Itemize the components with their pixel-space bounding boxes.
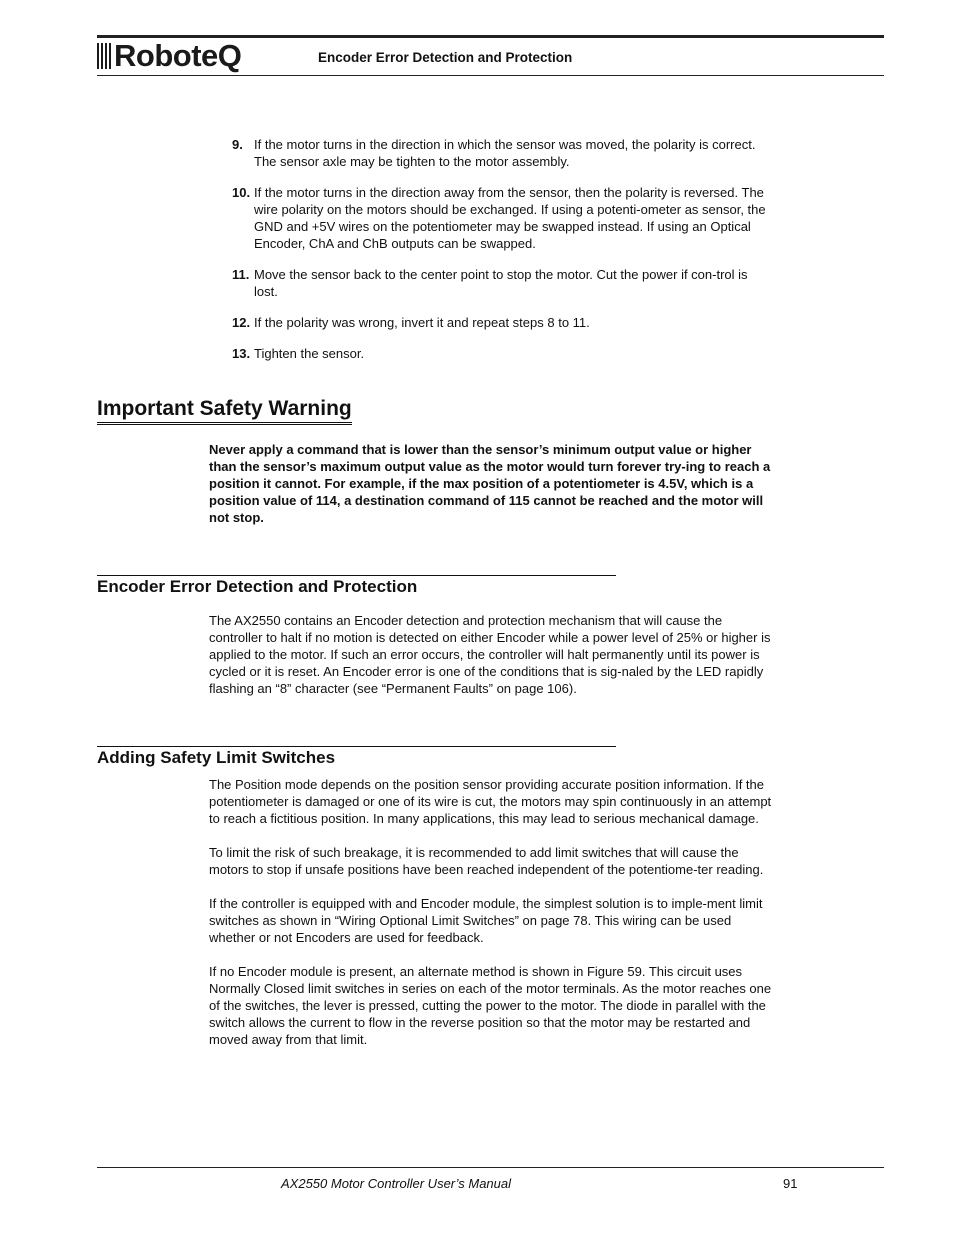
list-item xyxy=(232,266,772,300)
list-item xyxy=(232,184,772,252)
paragraph: The Position mode depends on the position sensor providing accurate position information. If the potentiometer is damaged or one of its wire is cut, the motors may spin continuously in an attempt to reach a fictitious position. In many applications, this may lead to serious mechanical damage. xyxy=(209,777,772,826)
step-number: 10. xyxy=(232,185,251,200)
procedure-steps xyxy=(232,136,772,376)
encoder-section-body: The AX2550 contains an Encoder detection and protection mechanism that will cause the controller to halt if no motion is detected on either Encoder while a power level of 25% or higher is applied to the motor. If such an error occurs, the controller will halt permanently until its power is cycled or it is reset. An Encoder error is one of the conditions that is sig-naled by the LED rapidly flashing an “8” character (see “Permanent Faults” on page 106). xyxy=(209,613,771,696)
step-text: If the motor turns in the direction in which the sensor was moved, the polarity is correct. The sensor axle may be tighten to the motor assembly. xyxy=(254,137,756,169)
page-number: 91 xyxy=(783,1176,798,1191)
list-item xyxy=(232,136,772,170)
header-rule-bottom xyxy=(97,75,884,76)
list-item xyxy=(232,345,772,362)
step-number: 13. xyxy=(232,346,251,361)
footer-rule xyxy=(97,1167,884,1168)
step-number: 11. xyxy=(232,267,250,282)
safety-warning-heading: Important Safety Warning xyxy=(97,396,352,425)
encoder-section-heading: Encoder Error Detection and Protection xyxy=(97,575,616,597)
running-header-title: Encoder Error Detection and Protection xyxy=(318,50,573,65)
paragraph: If no Encoder module is present, an alternate method is shown in Figure 59. This circuit uses Normally Closed limit switches in series on each of the motor terminals. As the motor reaches one of the switches, the lever is pressed, cutting the power to the motor. The diode in parallel with the switch allows the current to flow in the reverse position so that the motor may be restarted and moved away from that limit. xyxy=(209,964,772,1047)
logo-text: RoboteQ xyxy=(114,38,242,73)
step-number: 12. xyxy=(232,315,251,330)
logo-bars-icon xyxy=(97,43,111,69)
paragraph: To limit the risk of such breakage, it is recommended to add limit switches that will cause the motors to stop if unsafe positions have been reached independent of the potentiome-ter reading. xyxy=(209,845,764,877)
footer-manual-title: AX2550 Motor Controller User’s Manual xyxy=(281,1176,512,1191)
step-text: If the polarity was wrong, invert it and repeat steps 8 to 11. xyxy=(254,315,590,330)
step-text: Move the sensor back to the center point to stop the motor. Cut the power if con-trol is lost. xyxy=(254,267,748,299)
step-text: Tighten the sensor. xyxy=(254,346,365,361)
list-item xyxy=(232,314,772,331)
step-text: If the motor turns in the direction away from the sensor, then the polarity is reversed. The wire polarity on the motors should be exchanged. If using a potenti-ometer as sensor, the GND and +5V wires on the potentiometer may be swapped instead. If using an Optical Encoder, ChA and ChB outputs can be swapped. xyxy=(254,185,766,251)
paragraph: If the controller is equipped with and Encoder module, the simplest solution is to imple-ment limit switches as shown in “Wiring Optional Limit Switches” on page 78. This wiring can be used whether or not Encoders are used for feedback. xyxy=(209,896,763,945)
roboteq-logo xyxy=(97,38,241,74)
step-number: 9. xyxy=(232,137,243,152)
limit-switches-heading: Adding Safety Limit Switches xyxy=(97,746,616,768)
safety-warning-text: Never apply a command that is lower than the sensor’s minimum output value or higher than the sensor’s maximum output value as the motor would turn forever try-ing to reach a position it cannot. For example, if the max position of a potentiometer is 4.5V, which is a position value of 114, a destination command of 115 cannot be reached and the motor will not stop. xyxy=(209,442,771,525)
limit-switches-body xyxy=(209,776,774,1065)
